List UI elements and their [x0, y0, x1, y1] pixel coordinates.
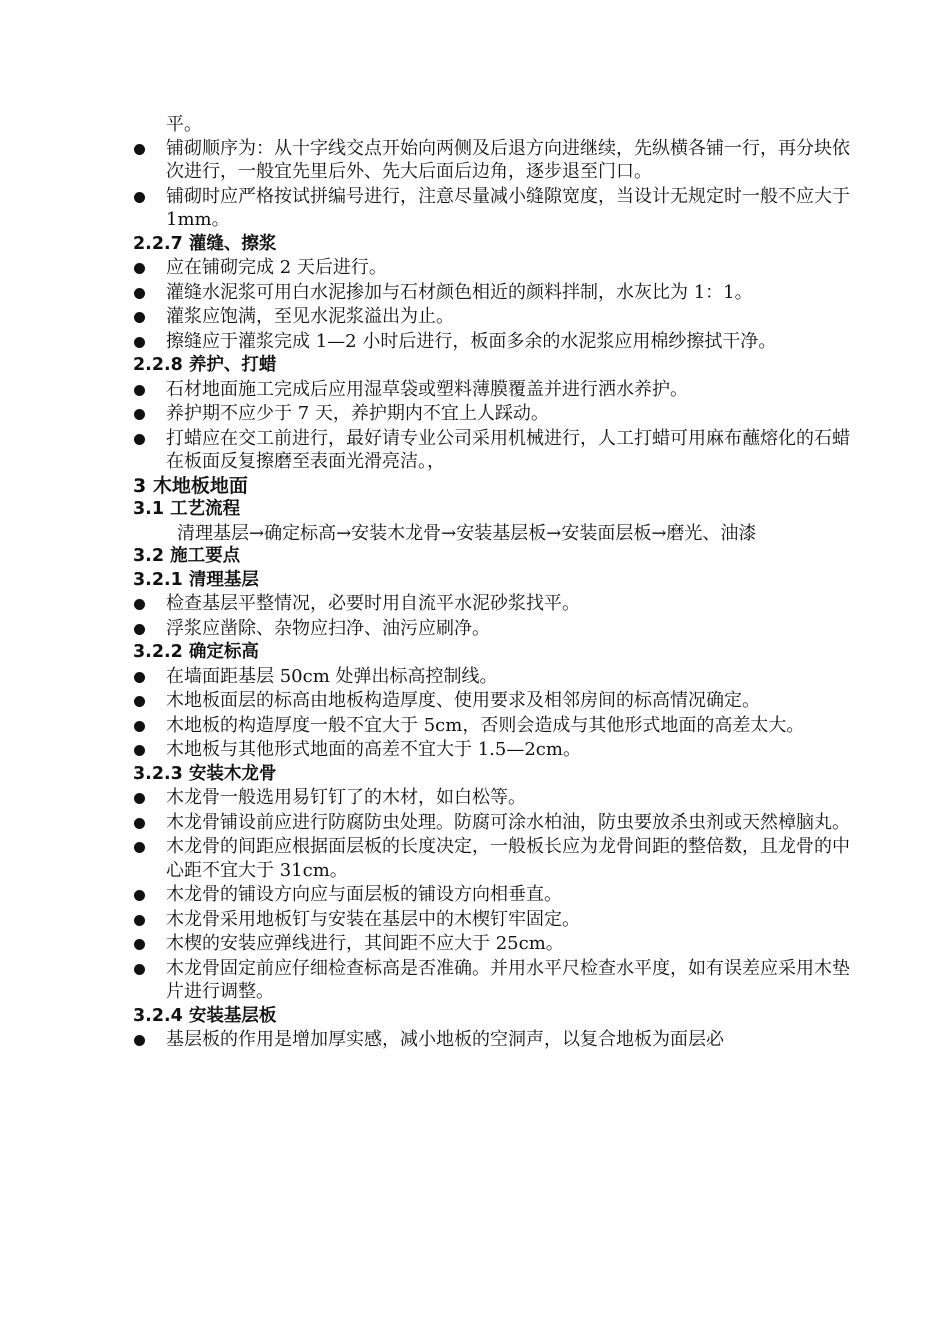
bullet-dot-icon: [134, 409, 145, 420]
bullet-text: 灌缝水泥浆可用白水泥掺加与石材颜色相近的颜料拌制，水灰比为 1：1。: [166, 281, 753, 303]
bullet-item: [133, 786, 860, 810]
section-heading: 3.2.3 安装木龙骨: [133, 763, 277, 784]
bullet-dot-icon: [134, 1035, 145, 1046]
document-page: [133, 113, 860, 1053]
bullet-text: 检查基层平整情况，必要时用自流平水泥砂浆找平。: [166, 593, 580, 614]
bullet-item: [133, 689, 860, 713]
bullet-item: [133, 908, 860, 932]
section-heading: 2.2.8 养护、打蜡: [133, 355, 277, 375]
bullet-text: 木龙骨的间距应根据面层板的长度决定，一般板长应为龙骨间距的整倍数，且龙骨的中心距不宜大于 31cm。: [166, 836, 850, 881]
section-heading: 3.2.1 清理基层: [133, 569, 259, 590]
bullet-item: [133, 957, 860, 1004]
bullet-text: 木龙骨铺设前应进行防腐防虫处理。防腐可涂水柏油，防虫要放杀虫剂或天然樟脑丸。: [166, 811, 850, 833]
chapter-heading: 3 木地板地面: [133, 474, 248, 497]
bullet-dot-icon: [134, 818, 145, 829]
bullet-text: 打蜡应在交工前进行，最好请专业公司采用机械进行，人工打蜡可用麻布蘸熔化的石蜡在板面反复擦磨至表面光滑亮洁。，: [166, 427, 850, 472]
bullet-item: [133, 330, 860, 354]
bullet-item: [133, 427, 860, 474]
bullet-item: [133, 137, 860, 184]
bullet-dot-icon: [134, 672, 145, 683]
bullet-text: 铺砌时应严格按试拼编号进行，注意尽量减小缝隙宽度，当设计无规定时一般不应大于 1mm。: [166, 185, 850, 230]
bullet-item: [133, 835, 860, 882]
bullet-dot-icon: [134, 385, 145, 396]
bullet-text: 浮浆应凿除、杂物应扫净、油污应刷净。: [166, 617, 490, 639]
bullet-dot-icon: [134, 793, 145, 804]
bullet-text: 养护期不应少于 7 天，养护期内不宜上人踩动。: [166, 403, 549, 424]
bullet-dot-icon: [134, 890, 145, 901]
section-heading: 3.1 工艺流程: [133, 499, 241, 519]
bullet-dot-icon: [134, 337, 145, 348]
bullet-text: 基层板的作用是增加厚实感，减小地板的空洞声，以复合地板为面层必: [166, 1029, 724, 1050]
paragraph: 清理基层→确定标高→安装木龙骨→安装基层板→安装面层板→磨光、油漆: [177, 522, 757, 544]
bullet-text: 石材地面施工完成后应用湿草袋或塑料薄膜覆盖并进行洒水养护。: [166, 378, 688, 400]
bullet-dot-icon: [134, 263, 145, 274]
bullet-text: 应在铺砌完成 2 天后进行。: [166, 257, 387, 278]
bullet-item: [133, 402, 860, 426]
bullet-item: [133, 665, 860, 689]
bullet-dot-icon: [134, 939, 145, 950]
bullet-item: [133, 1028, 860, 1052]
bullet-dot-icon: [134, 696, 145, 707]
bullet-dot-icon: [134, 721, 145, 732]
bullet-item: [133, 256, 860, 280]
bullet-dot-icon: [134, 192, 145, 203]
bullet-dot-icon: [134, 288, 145, 299]
bullet-dot-icon: [134, 964, 145, 975]
bullet-item: [133, 811, 860, 835]
bullet-item: [133, 185, 860, 232]
bullet-text: 木地板面层的标高由地板构造厚度、使用要求及相邻房间的标高情况确定。: [166, 690, 760, 711]
bullet-text: 擦缝应于灌浆完成 1—2 小时后进行，板面多余的水泥浆应用棉纱擦拭干净。: [166, 330, 777, 352]
bullet-text: 木龙骨采用地板钉与安装在基层中的木楔钉牢固定。: [166, 908, 580, 930]
bullet-dot-icon: [134, 434, 145, 445]
bullet-item: [133, 932, 860, 956]
bullet-item: [133, 592, 860, 616]
bullet-text: 灌浆应饱满，至见水泥浆溢出为止。: [166, 306, 454, 327]
bullet-text: 木龙骨固定前应仔细检查标高是否准确。并用水平尺检查水平度，如有误差应采用木垫片进行调整。: [166, 957, 850, 1002]
bullet-item: [133, 281, 860, 305]
bullet-dot-icon: [134, 599, 145, 610]
bullet-item: [133, 738, 860, 762]
section-heading: 3.2.2 确定标高: [133, 642, 259, 662]
bullet-text: 木地板与其他形式地面的高差不宜大于 1.5—2cm。: [166, 739, 581, 760]
section-heading: 3.2 施工要点: [133, 546, 241, 566]
bullet-item: [133, 617, 860, 641]
bullet-dot-icon: [134, 624, 145, 635]
bullet-dot-icon: [134, 842, 145, 853]
bullet-text: 木龙骨一般选用易钉钉了的木材，如白松等。: [166, 787, 526, 808]
bullet-dot-icon: [134, 915, 145, 926]
bullet-text: 木龙骨的铺设方向应与面层板的铺设方向相垂直。: [166, 884, 562, 905]
section-heading: 3.2.4 安装基层板: [133, 1005, 277, 1026]
bullet-text: 木地板的构造厚度一般不宜大于 5cm，否则会造成与其他形式地面的高差太大。: [166, 714, 805, 736]
bullet-dot-icon: [134, 745, 145, 756]
bullet-text: 木楔的安装应弹线进行，其间距不应大于 25cm。: [166, 933, 564, 954]
bullet-item: [133, 305, 860, 329]
continuation-text: 平。: [166, 114, 202, 135]
bullet-dot-icon: [134, 144, 145, 155]
bullet-item: [133, 883, 860, 907]
bullet-item: [133, 378, 860, 402]
bullet-text: 在墙面距基层 50cm 处弹出标高控制线。: [166, 665, 498, 687]
bullet-dot-icon: [134, 312, 145, 323]
bullet-item: [133, 714, 860, 738]
section-heading: 2.2.7 灌缝、擦浆: [133, 233, 277, 254]
bullet-text: 铺砌顺序为：从十字线交点开始向两侧及后退方向进继续，先纵横各铺一行，再分块依次进行，一般宜先里后外、先大后面后边角，逐步退至门口。: [166, 137, 850, 182]
